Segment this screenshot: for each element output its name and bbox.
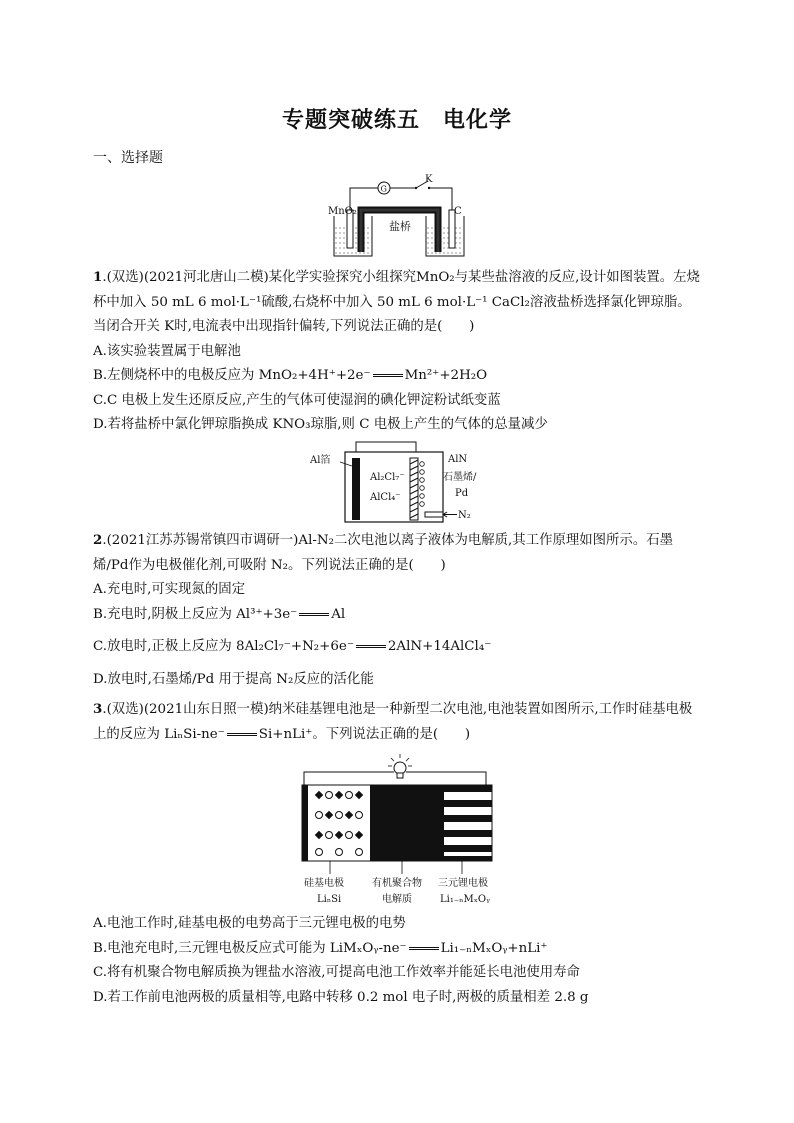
question-number: 3: [93, 701, 103, 717]
option-d: D.若将盐桥中氯化钾琼脂换成 KNO₃琼脂,则 C 电极上产生的气体的总量减少: [93, 417, 548, 432]
option-c-left: C.放电时,正极上反应为 8Al₂Cl₇⁻+N₂+6e⁻: [93, 639, 354, 654]
option-b-right: Al: [331, 606, 346, 622]
label-al2cl7: Al₂Cl₇⁻: [370, 472, 405, 483]
option-b: [93, 603, 701, 628]
figure-2-al-n2-battery: [310, 436, 485, 528]
equals-sign: [373, 368, 403, 377]
question-2: [93, 528, 701, 692]
label-aln: AlN: [448, 454, 468, 465]
option-b-left: B.左侧烧杯中的电极反应为 MnO₂+4H⁺+2e⁻: [93, 368, 371, 383]
label-alcl4: AlCl₄⁻: [370, 492, 401, 503]
label-si-electrode: 硅基电极: [304, 878, 344, 889]
label-pd: Pd: [455, 488, 469, 499]
page-title: 专题突破练五 电化学: [281, 108, 512, 133]
label-organic-polymer: 有机聚合物: [372, 878, 422, 889]
question-number: 1: [93, 269, 103, 285]
figure-1-salt-bridge-cell: [328, 172, 478, 260]
option-a: A.电池工作时,硅基电极的电势高于三元锂电极的电势: [93, 916, 406, 931]
equals-sign: [409, 941, 439, 950]
option-b-left: B.充电时,阴极上反应为 Al³⁺+3e⁻: [93, 606, 298, 622]
label-ternary-electrode: 三元锂电极: [438, 878, 488, 889]
question-stem-left: .(双选)(2021山东日照一模)纳米硅基锂电池是一种新型二次电池,电池装置如图所示,工作时硅基电极上的反应为 LiₙSi-ne⁻: [93, 702, 693, 742]
option-b-right: Mn²⁺+2H₂O: [404, 368, 488, 383]
label-graphene: 石墨烯/: [443, 472, 477, 483]
label-ternary-formula: Li₁₋ₙMₓOᵧ: [440, 894, 490, 905]
equals-sign: [227, 727, 257, 736]
question-3: [93, 697, 701, 747]
option-b-left: B.电池充电时,三元锂电极反应式可能为 LiMₓOᵧ-ne⁻: [93, 940, 407, 956]
label-salt-bridge: 盐桥: [389, 220, 411, 233]
question-stem: .(双选)(2021河北唐山二模)某化学实验探究小组探究MnO₂与某些盐溶液的反应,设计如图装置。左烧杯中加入 50 mL 6 mol·L⁻¹硫酸,右烧杯中加入 50 mL 6 mol·L⁻¹ CaCl₂溶液盐桥选择氯化钾琼脂。当闭合开关 K时,电流表中出现指针偏转,下列说法正确的是( ): [93, 270, 700, 334]
label-electrolyte: 电解质: [382, 894, 412, 905]
equals-sign: [299, 607, 329, 616]
option-a: A.该实验装置属于电解池: [93, 343, 241, 359]
option-b: [93, 937, 701, 962]
al-foil-electrode: [352, 458, 360, 520]
label-c: C: [454, 206, 462, 217]
question-stem-right: Si+nLi⁺。下列说法正确的是( ): [258, 726, 471, 742]
option-c: C.C 电极上发生还原反应,产生的气体可使湿润的碘化钾淀粉试纸变蓝: [93, 392, 501, 408]
question-1: [93, 265, 701, 438]
equals-sign: [356, 639, 386, 648]
label-n2: N₂: [458, 510, 471, 521]
option-d: D.放电时,石墨烯/Pd 用于提高 N₂反应的活化能: [93, 671, 374, 687]
option-b-right: Li₁₋ₙMₓOᵧ+nLi⁺: [440, 940, 548, 956]
label-g: G: [380, 184, 387, 194]
label-k: K: [425, 174, 433, 185]
option-c-right: 2AlN+14AlCl₄⁻: [387, 639, 492, 654]
option-c: C.将有机聚合物电解质换为锂盐水溶液,可提高电池工作效率并能延长电池使用寿命: [93, 965, 580, 980]
question-number: 2: [93, 532, 103, 548]
option-c: [93, 635, 701, 660]
question-3-options: [93, 912, 701, 1010]
label-lisi: LiₙSi: [317, 894, 342, 905]
label-mno2: MnO₂: [328, 206, 357, 217]
option-b: [93, 364, 701, 389]
option-d: D.若工作前电池两极的质量相等,电路中转移 0.2 mol 电子时,两极的质量相差 2.8 g: [93, 989, 589, 1005]
organic-electrolyte: [370, 785, 438, 861]
section-heading: 一、选择题: [93, 150, 163, 166]
question-stem: .(2021江苏苏锡常镇四市调研一)Al-N₂二次电池以离子液体为电解质,其工作原理如图所示。石墨烯/Pd作为电极催化剂,可吸附 N₂。下列说法正确的是( ): [93, 533, 673, 573]
light-bulb-icon: [388, 754, 412, 778]
label-al-foil: Al箔: [310, 455, 331, 466]
figure-3-si-li-battery: [290, 752, 510, 910]
option-a: A.充电时,可实现氮的固定: [93, 582, 246, 597]
